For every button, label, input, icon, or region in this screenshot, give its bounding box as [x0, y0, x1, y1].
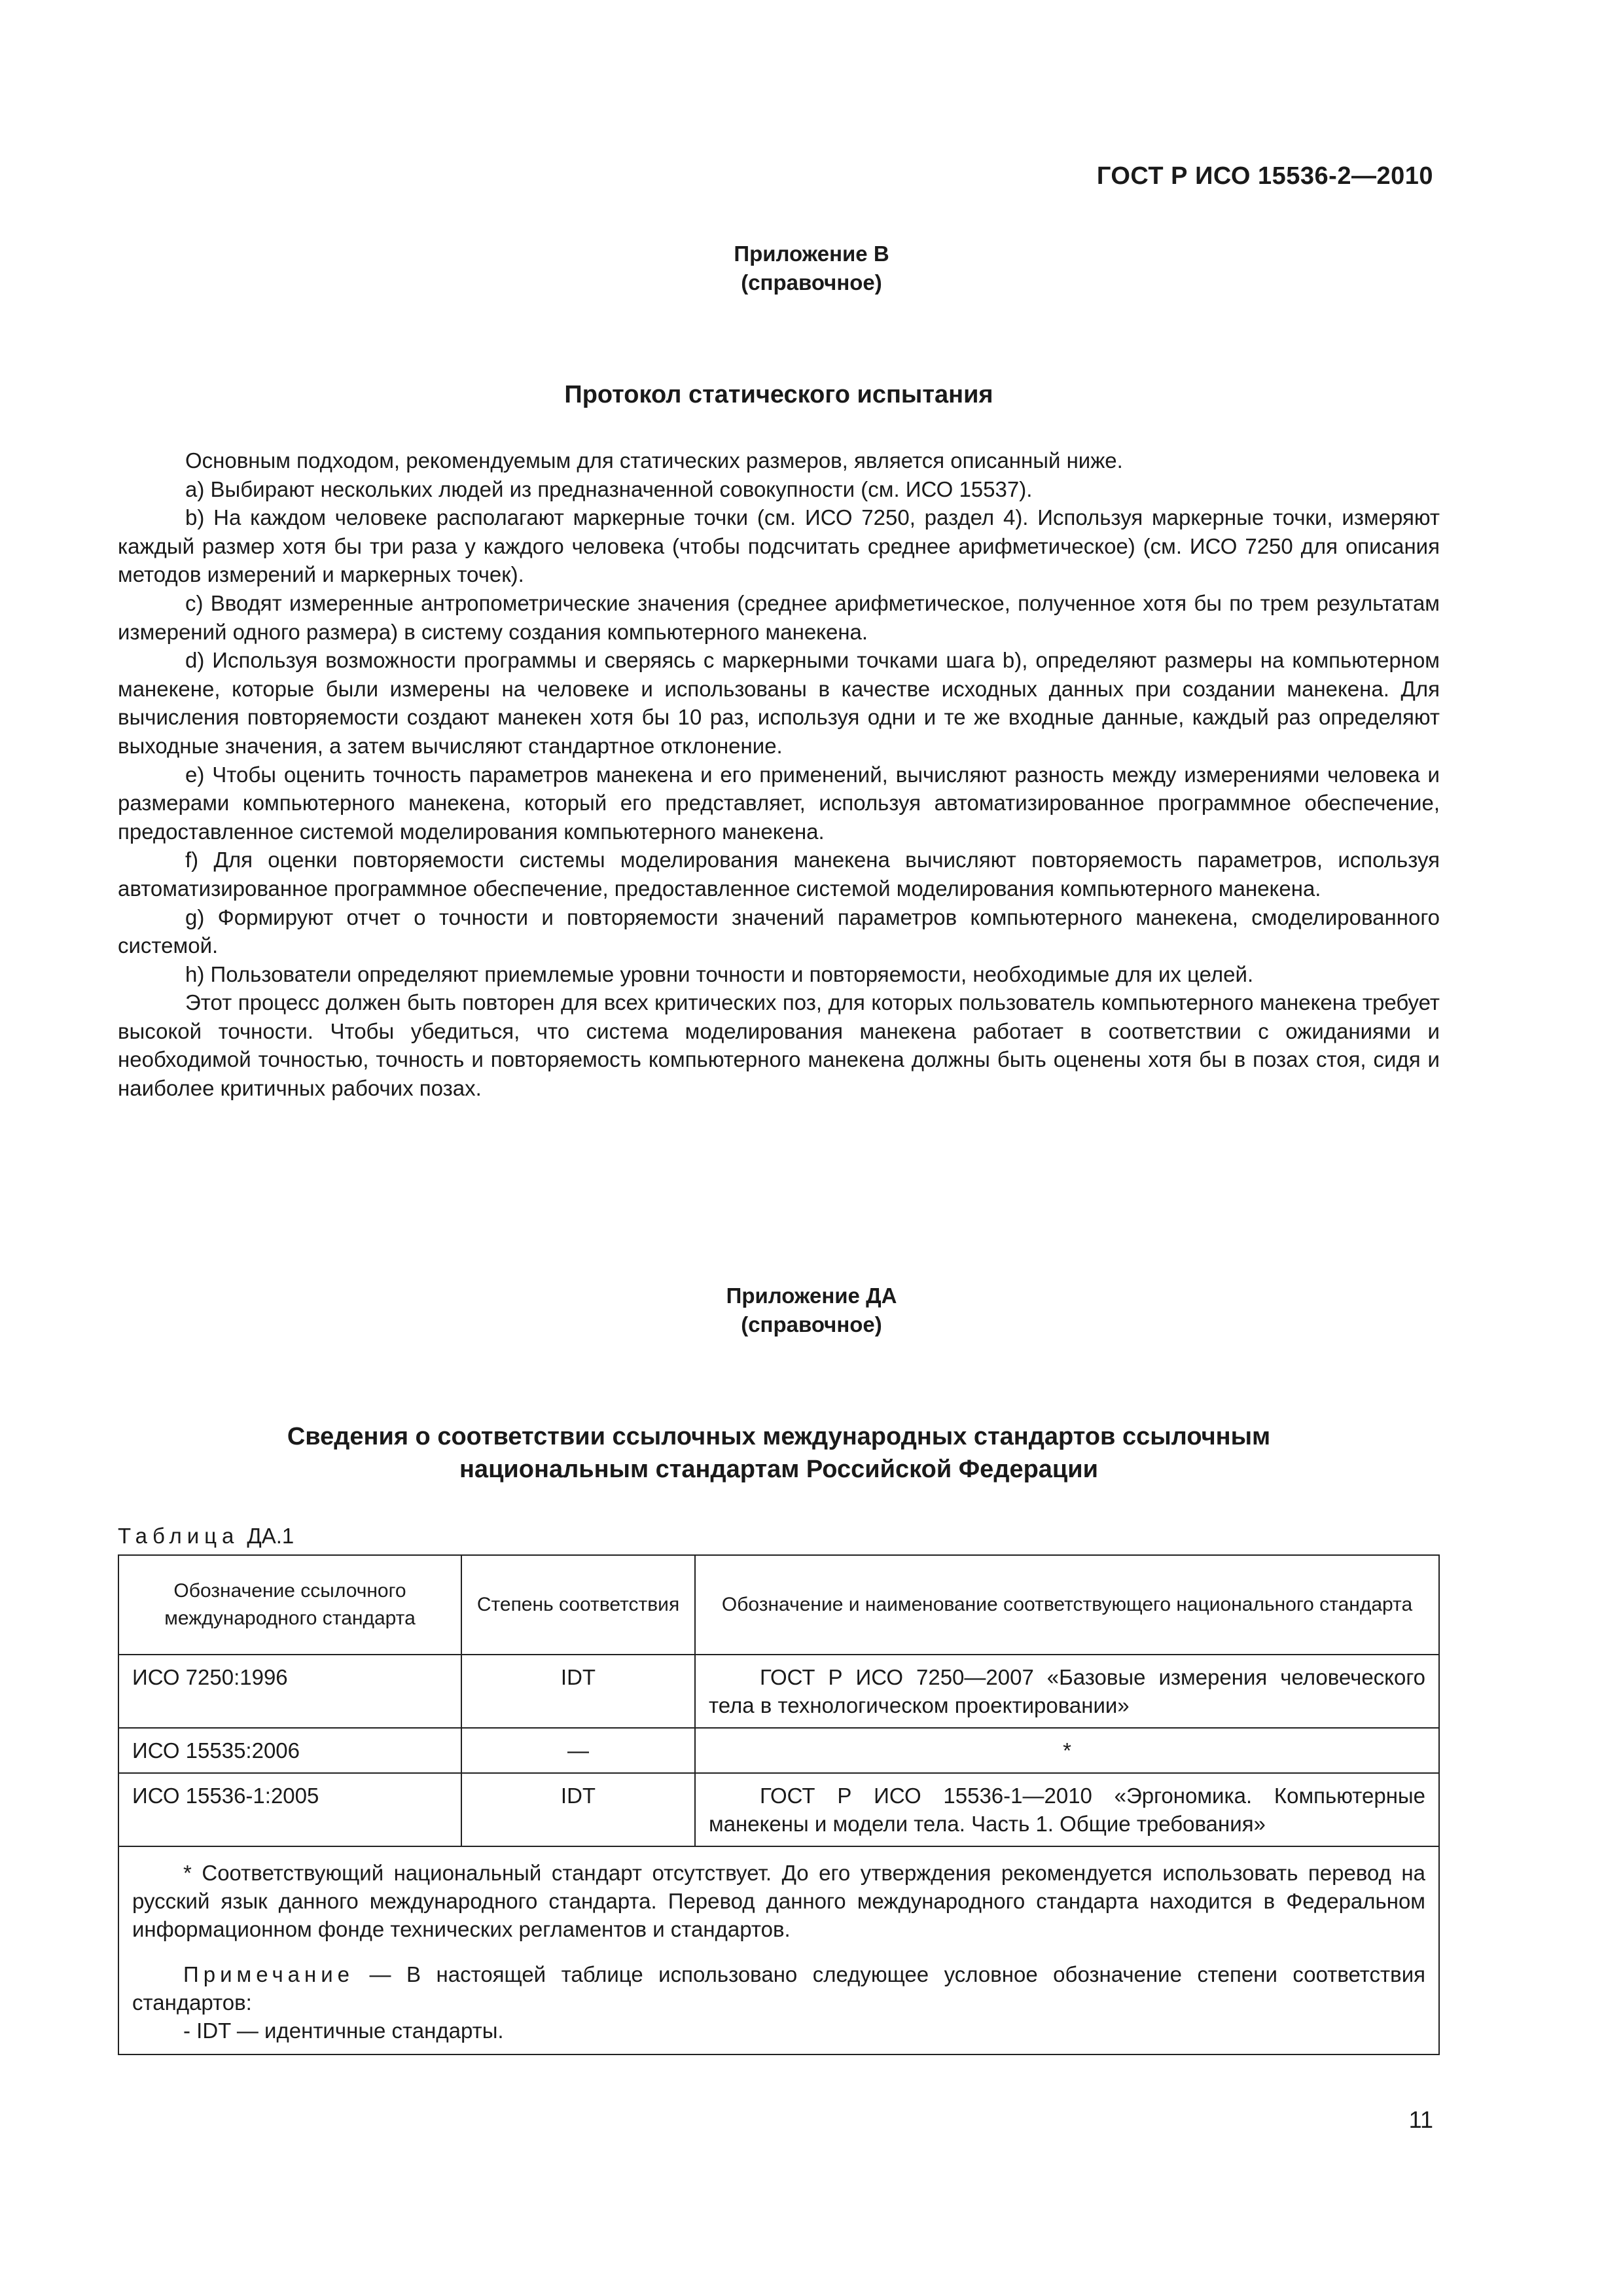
annex-da-header: [0, 1282, 1623, 1339]
column-header-code: Обозначение ссылочного международного стандарта: [118, 1555, 461, 1655]
paragraph: Этот процесс должен быть повторен для всех критических поз, для которых пользователь компьютерного манекена требует высокой точности. Чтобы убедиться, что система моделирования манекена работает в соответствии с ожиданиями и необходимой точностью, точность и повторяемость компьютерного манекена должны быть оценены хотя бы в позах стоя, сидя и наиболее критичных рабочих позах.: [118, 990, 1440, 1101]
cell-national: [695, 1773, 1439, 1846]
list-item-h: h) Пользователи определяют приемлемые уровни точности и повторяемости, необходимые для их целей.: [185, 961, 1254, 986]
annex-b-heading: Протокол статического испытания: [564, 381, 993, 408]
annex-da-heading: [118, 1420, 1440, 1486]
list-item-c: c) Вводят измеренные антропометрические значения (среднее арифметическое, полученное хотя бы по трем результатам измерений одного размера) в систему создания компьютерного манекена.: [118, 590, 1440, 644]
standards-table: [118, 1554, 1440, 2055]
list-item-a: a) Выбирают нескольких людей из предназначенной совокупности (см. ИСО 15537).: [185, 476, 1033, 501]
table-row: [118, 1728, 1439, 1773]
note-label: Примечание: [183, 1962, 355, 1986]
annex-da-heading-line1: Сведения о соответствии ссылочных международных стандартов ссылочным: [287, 1423, 1271, 1450]
annex-b-body: [118, 446, 1440, 1103]
annex-b-title: Приложение B: [734, 242, 889, 266]
table-note: [132, 1960, 1425, 2017]
cell-national-text: ГОСТ Р ИСО 7250—2007 «Базовые измерения человеческого тела в технологическом проектировании»: [709, 1665, 1425, 1717]
annex-da-heading-line2: национальным стандартам Российской Федерации: [459, 1456, 1098, 1483]
note-text: — В настоящей таблице использовано следующее условное обозначение степени соответствия стандартов:: [132, 1962, 1425, 2015]
table-caption-number: ДА.1: [247, 1524, 294, 1548]
document-code: ГОСТ Р ИСО 15536-2—2010: [1096, 162, 1433, 190]
annex-da-title: Приложение ДА: [726, 1283, 897, 1308]
cell-code: ИСО 15535:2006: [118, 1728, 461, 1773]
column-header-degree: Степень соответствия: [461, 1555, 695, 1655]
table-header-row: [118, 1555, 1439, 1655]
cell-code: ИСО 15536-1:2005: [118, 1773, 461, 1846]
table-row: [118, 1655, 1439, 1728]
table-caption: [118, 1524, 294, 1549]
annex-b-status: (справочное): [741, 270, 882, 295]
list-item-d: d) Используя возможности программы и сверяясь с маркерными точками шага b), определяют размеры на компьютерном манекене, которые были измерены на человеке и использованы в качестве исходных данных при создании манекена. Для вычисления повторяемости создают манекен хотя бы 10 раз, используя одни и те же входные данные, каждый раз определяют выходные значения, а затем вычисляют стандартное отклонение.: [118, 648, 1440, 758]
page-number: 11: [1408, 2106, 1433, 2133]
list-item-b: b) На каждом человеке располагают маркерные точки (см. ИСО 7250, раздел 4). Используя маркерные точки, измеряют каждый размер хотя бы три раза у каждого человека (чтобы подсчитать среднее арифметическое) (см. ИСО 7250 для описания методов измерений и маркерных точек).: [118, 505, 1440, 587]
table-row: [118, 1773, 1439, 1846]
cell-national-text: ГОСТ Р ИСО 15536-1—2010 «Эргономика. Компьютерные манекены и модели тела. Часть 1. Общие требования»: [709, 1784, 1425, 1836]
annex-b-header: [0, 240, 1623, 297]
cell-national: *: [695, 1728, 1439, 1773]
table-caption-word: Таблица: [118, 1524, 240, 1548]
list-item-e: e) Чтобы оценить точность параметров манекена и его применений, вычисляют разность между измерениями человека и размерами компьютерного манекена, который его представляет, используя автоматизированное программное обеспечение, предоставленное системой моделирования компьютерного манекена.: [118, 762, 1440, 844]
paragraph: Основным подходом, рекомендуемым для статических размеров, является описанный ниже.: [185, 448, 1123, 473]
cell-national: [695, 1655, 1439, 1728]
table-footer: [118, 1846, 1439, 2054]
column-header-national: Обозначение и наименование соответствующего национального стандарта: [695, 1555, 1439, 1655]
table-footer-row: [118, 1846, 1439, 2054]
table-footnote: * Соответствующий национальный стандарт отсутствует. До его утверждения рекомендуется использовать перевод на русский язык данного международного стандарта. Перевод данного международного стандарта находится в Федеральном информационном фонде технических регламентов и стандартов.: [132, 1861, 1425, 1941]
cell-degree: —: [461, 1728, 695, 1773]
cell-code: ИСО 7250:1996: [118, 1655, 461, 1728]
cell-degree: IDT: [461, 1773, 695, 1846]
annex-da-status: (справочное): [741, 1312, 882, 1336]
cell-degree: IDT: [461, 1655, 695, 1728]
note-item: - IDT — идентичные стандарты.: [183, 2018, 504, 2043]
list-item-g: g) Формируют отчет о точности и повторяемости значений параметров компьютерного манекена, смоделированного системой.: [118, 905, 1440, 958]
list-item-f: f) Для оценки повторяемости системы моделирования манекена вычисляют повторяемость параметров, используя автоматизированное программное обеспечение, предоставленное системой моделирования компьютерного манекена.: [118, 848, 1440, 901]
